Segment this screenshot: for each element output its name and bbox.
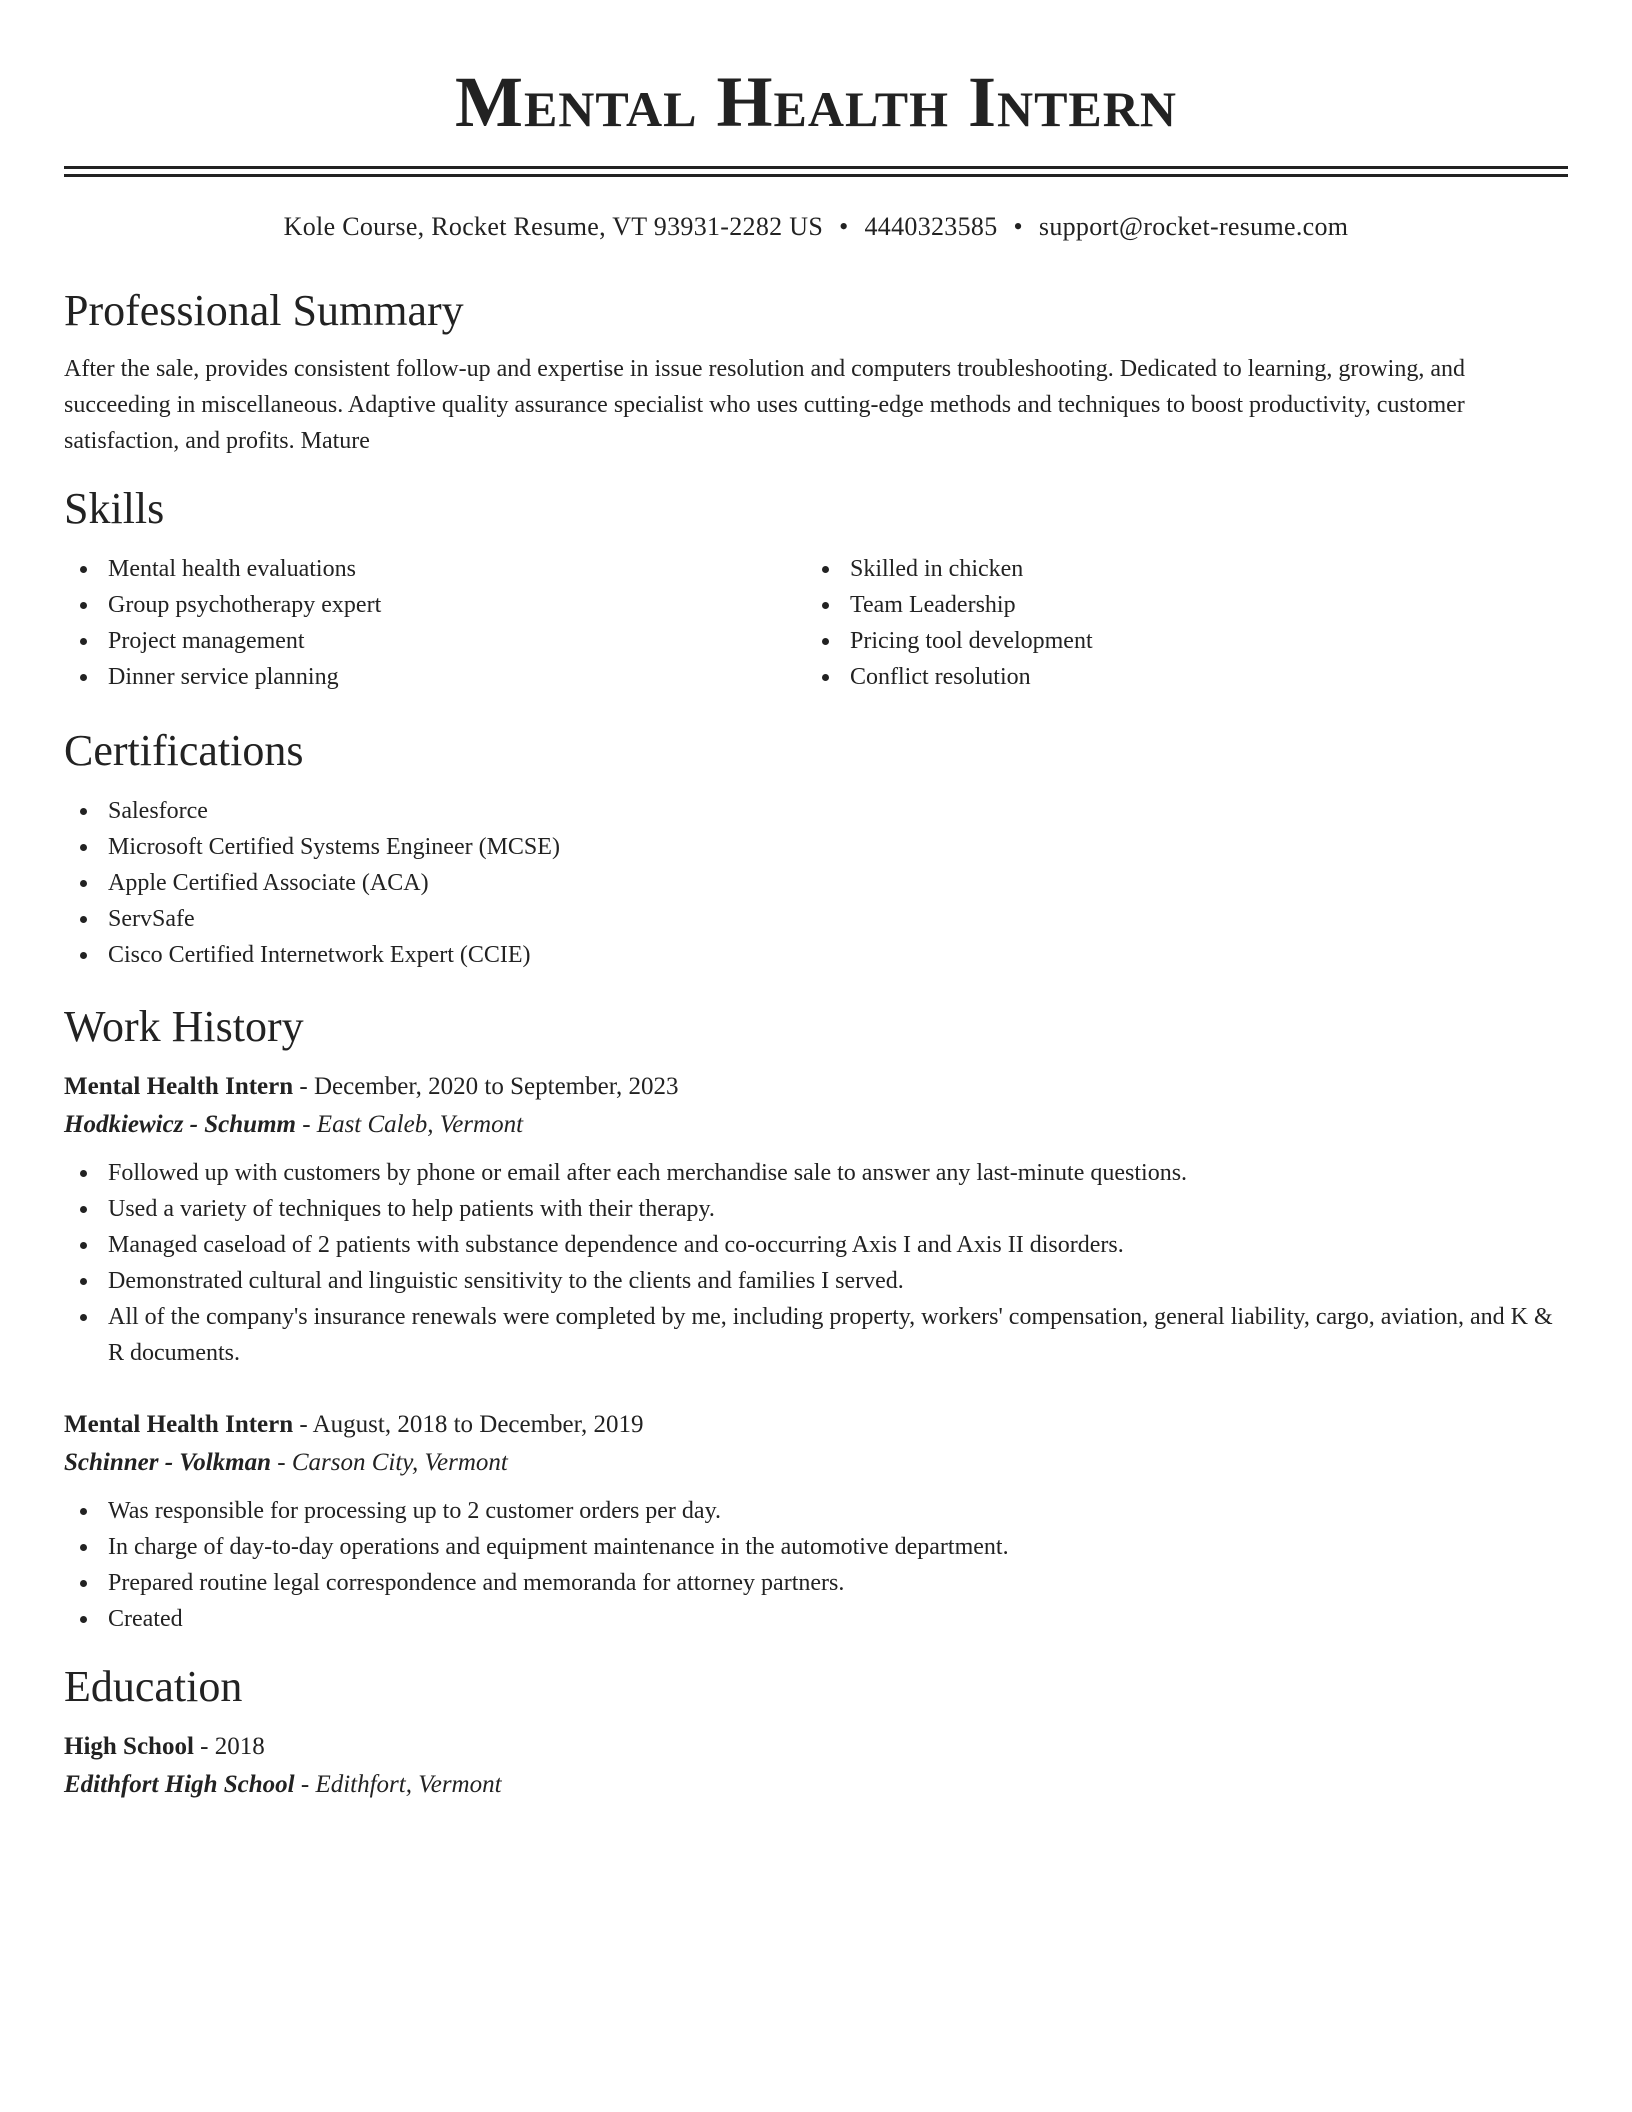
- dash: -: [293, 1073, 314, 1100]
- education-entry: [64, 1729, 1568, 1805]
- contact-separator: •: [839, 212, 849, 241]
- skills-list-left: [64, 551, 806, 695]
- skills-grid: [64, 551, 1568, 695]
- summary-section: [64, 285, 1568, 459]
- job-bullet: Prepared routine legal correspondence and memoranda for attorney partners.: [64, 1565, 1568, 1601]
- skill-item: Team Leadership: [806, 587, 1548, 623]
- dash: -: [271, 1449, 292, 1476]
- job-title-line: [64, 1407, 1568, 1443]
- job-title-line: [64, 1069, 1568, 1105]
- contact-address: Kole Course, Rocket Resume, VT 93931-2282 US: [283, 212, 824, 241]
- job-bullet: Used a variety of techniques to help patients with their therapy.: [64, 1191, 1568, 1227]
- skill-item: Mental health evaluations: [64, 551, 806, 587]
- certification-item: Apple Certified Associate (ACA): [64, 865, 1568, 901]
- dash: -: [293, 1411, 313, 1438]
- school-name: Edithfort High School: [64, 1771, 295, 1798]
- job-bullet: Followed up with customers by phone or email after each merchandise sale to answer any last-minute questions.: [64, 1155, 1568, 1191]
- certifications-list: [64, 793, 1568, 973]
- graduation-year: 2018: [214, 1733, 265, 1760]
- contact-separator: •: [1013, 212, 1023, 241]
- certifications-heading: Certifications: [64, 726, 304, 775]
- dash: -: [294, 1771, 316, 1798]
- job-bullets: [64, 1155, 1568, 1371]
- skill-item: Conflict resolution: [806, 659, 1548, 695]
- skill-item: Project management: [64, 623, 806, 659]
- skill-item: Skilled in chicken: [806, 551, 1548, 587]
- contact-email: support@rocket-resume.com: [1038, 212, 1349, 241]
- contact-line: [64, 211, 1568, 243]
- job-bullet: Created: [64, 1601, 1568, 1637]
- skill-item: Dinner service planning: [64, 659, 806, 695]
- company-location: East Caleb, Vermont: [316, 1111, 524, 1138]
- skills-list-right: [806, 551, 1548, 695]
- job-bullet: In charge of day-to-day operations and equipment maintenance in the automotive department.: [64, 1529, 1568, 1565]
- job-title: Mental Health Intern: [64, 1073, 294, 1100]
- school-line: [64, 1765, 1568, 1805]
- certification-item: ServSafe: [64, 901, 1568, 937]
- page-title: Mental Health Intern: [454, 62, 1178, 142]
- certification-item: Cisco Certified Internetwork Expert (CCIE): [64, 937, 1568, 973]
- certification-item: Microsoft Certified Systems Engineer (MCSE): [64, 829, 1568, 865]
- resume-page: [64, 0, 1568, 1805]
- work-history-heading: Work History: [64, 1002, 304, 1051]
- certifications-section: [64, 725, 1568, 973]
- work-history-section: [64, 1001, 1568, 1637]
- title-divider: [64, 166, 1568, 177]
- company-name: Schinner - Volkman: [64, 1449, 272, 1476]
- degree: High School: [64, 1733, 194, 1760]
- summary-text: After the sale, provides consistent follow-up and expertise in issue resolution and computers troubleshooting. Dedicated to learning, growing, and succeeding in miscellaneous. Adaptive quality assurance specialist who uses cutting-edge methods and techniques to boost productivity, customer satisfaction, and profits. Mature: [64, 356, 1465, 454]
- job-dates: December, 2020 to September, 2023: [313, 1073, 679, 1100]
- company-location: Carson City, Vermont: [291, 1449, 508, 1476]
- job-entry: [64, 1407, 1568, 1637]
- education-section: [64, 1661, 1568, 1805]
- job-bullet: All of the company's insurance renewals were completed by me, including property, workers' compensation, general liability, cargo, aviation, and K & R documents.: [64, 1299, 1568, 1371]
- job-title: Mental Health Intern: [64, 1411, 294, 1438]
- skill-item: Group psychotherapy expert: [64, 587, 806, 623]
- skills-heading: Skills: [64, 484, 165, 533]
- company-line: [64, 1105, 1568, 1145]
- job-bullet: Demonstrated cultural and linguistic sensitivity to the clients and families I served.: [64, 1263, 1568, 1299]
- degree-line: [64, 1729, 1568, 1765]
- skill-item: Pricing tool development: [806, 623, 1548, 659]
- skills-section: [64, 483, 1568, 695]
- summary-heading: Professional Summary: [64, 286, 464, 335]
- company-line: [64, 1443, 1568, 1483]
- job-dates: August, 2018 to December, 2019: [312, 1411, 644, 1438]
- job-bullets: [64, 1493, 1568, 1637]
- job-bullet: Was responsible for processing up to 2 customer orders per day.: [64, 1493, 1568, 1529]
- contact-phone: 4440323585: [864, 212, 998, 241]
- job-bullet: Managed caseload of 2 patients with substance dependence and co-occurring Axis I and Axis II disorders.: [64, 1227, 1568, 1263]
- dash: -: [193, 1733, 215, 1760]
- education-heading: Education: [64, 1662, 243, 1711]
- certification-item: Salesforce: [64, 793, 1568, 829]
- job-entry: [64, 1069, 1568, 1371]
- school-location: Edithfort, Vermont: [315, 1771, 502, 1798]
- dash: -: [295, 1111, 317, 1138]
- company-name: Hodkiewicz - Schumm: [64, 1111, 296, 1138]
